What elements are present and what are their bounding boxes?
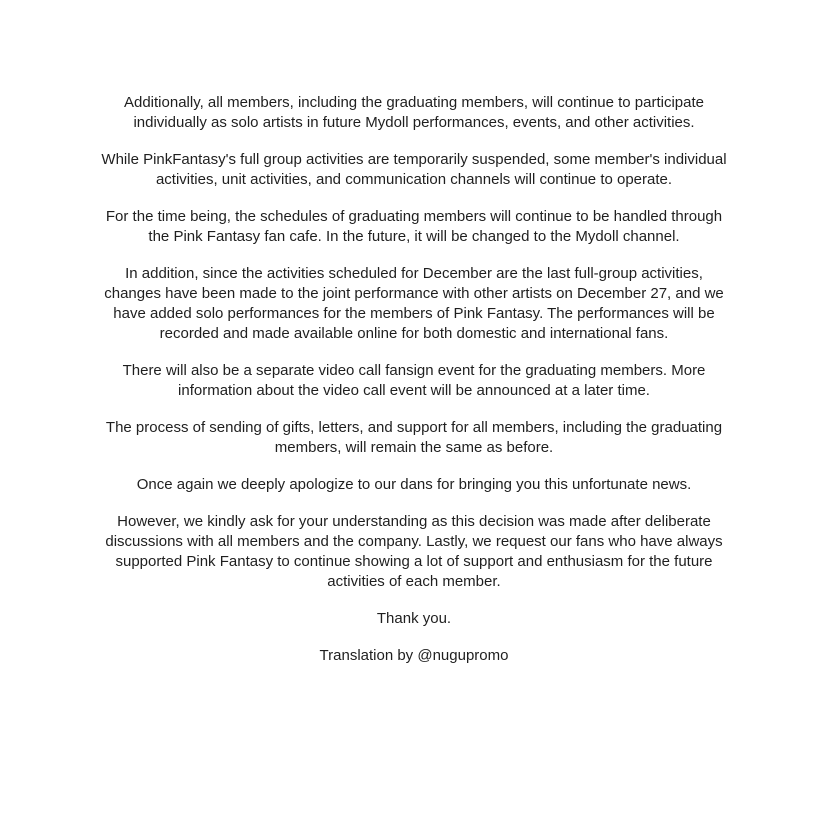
paragraph-december-activities: In addition, since the activities scheduled for December are the last full-group activities, changes have been made to the joint performance with other artists on December 27, and we have added solo performances for the members of Pink Fantasy. The performances will be recorded and made available online for both domestic and international fans. [104, 264, 724, 343]
paragraph-group-suspension: While PinkFantasy's full group activities are temporarily suspended, some member's individual activities, unit activities, and communication channels will continue to operate. [101, 150, 727, 189]
notice-text-block [0, 93, 828, 666]
paragraph-solo-activities: Additionally, all members, including the graduating members, will continue to participate individually as solo artists in future Mydoll performances, events, and other activities. [123, 94, 705, 132]
paragraph-gifts-support: The process of sending of gifts, letters, and support for all members, including the graduating members, will remain the same as before. [105, 418, 723, 457]
paragraph-apology: Once again we deeply apologize to our dans for bringing you this unfortunate news. [136, 475, 692, 493]
translation-credit: Translation by @nugupromo [319, 646, 509, 664]
paragraph-understanding-request: However, we kindly ask for your understanding as this decision was made after deliberate discussions with all members and the company. Lastly, we request our fans who have always supported Pink Fantasy to continue showing a lot of support and enthusiasm for the future activities of each member. [105, 512, 723, 591]
paragraph-schedules: For the time being, the schedules of graduating members will continue to be handled through the Pink Fantasy fan cafe. In the future, it will be changed to the Mydoll channel. [105, 207, 723, 246]
paragraph-video-call-fansign: There will also be a separate video call fansign event for the graduating members. More information about the video call event will be announced at a later time. [122, 362, 706, 400]
paragraph-thank-you: Thank you. [376, 609, 452, 627]
